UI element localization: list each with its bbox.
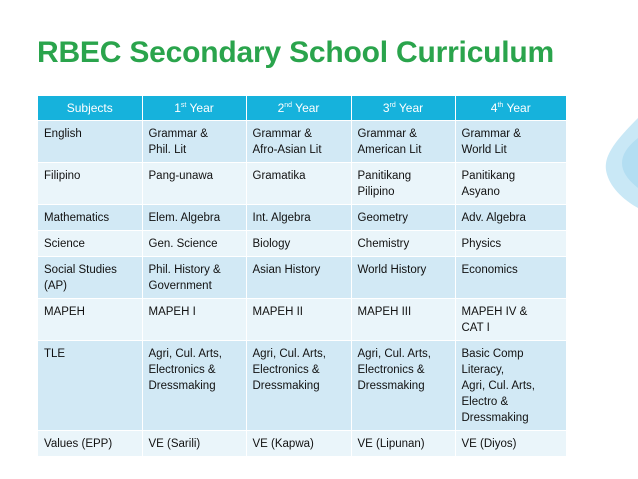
year-3-cell: Geometry (351, 205, 455, 231)
year-1-cell: Gen. Science (142, 231, 246, 257)
header-year-4 (455, 96, 566, 121)
page-title: RBEC Secondary School Curriculum (37, 36, 555, 69)
year-label: Year (186, 101, 214, 115)
year-label: Year (292, 101, 320, 115)
year-1-cell: VE (Sarili) (142, 431, 246, 457)
header-year-3 (351, 96, 455, 121)
header-row (38, 96, 566, 121)
year-2-cell: Biology (246, 231, 351, 257)
header-year-1 (142, 96, 246, 121)
year-2-cell: VE (Kapwa) (246, 431, 351, 457)
year-2-cell: Asian History (246, 257, 351, 299)
table-row (38, 231, 566, 257)
year-1-cell: Agri, Cul. Arts, Electronics & Dressmaking (142, 341, 246, 431)
year-4-cell: Adv. Algebra (455, 205, 566, 231)
year-2-cell: Int. Algebra (246, 205, 351, 231)
subject-cell: Science (38, 231, 142, 257)
year-3-cell: Panitikang Pilipino (351, 163, 455, 205)
year-2-cell: Agri, Cul. Arts, Electronics & Dressmaking (246, 341, 351, 431)
table-row (38, 257, 566, 299)
year-3-cell: MAPEH III (351, 299, 455, 341)
year-1-cell: MAPEH I (142, 299, 246, 341)
year-4-cell: VE (Diyos) (455, 431, 566, 457)
subject-cell: MAPEH (38, 299, 142, 341)
year-1-cell: Pang-unawa (142, 163, 246, 205)
year-1-cell: Grammar & Phil. Lit (142, 121, 246, 163)
table-row (38, 299, 566, 341)
year-2-cell: MAPEH II (246, 299, 351, 341)
year-ordinal: st (180, 102, 187, 109)
subject-cell: Values (EPP) (38, 431, 142, 457)
year-number: 3 (382, 101, 390, 115)
table-row (38, 163, 566, 205)
header-subjects: Subjects (38, 96, 142, 121)
year-3-cell: Chemistry (351, 231, 455, 257)
year-2-cell: Grammar & Afro-Asian Lit (246, 121, 351, 163)
table-row (38, 121, 566, 163)
table-row (38, 341, 566, 431)
year-4-cell: MAPEH IV & CAT I (455, 299, 566, 341)
subject-cell: English (38, 121, 142, 163)
year-4-cell: Basic Comp Literacy, Agri, Cul. Arts, Electro & Dressmaking (455, 341, 566, 431)
year-3-cell: World History (351, 257, 455, 299)
subject-cell: TLE (38, 341, 142, 431)
table-header (38, 96, 566, 121)
year-3-cell: Grammar & American Lit (351, 121, 455, 163)
year-3-cell: VE (Lipunan) (351, 431, 455, 457)
curriculum-table (38, 96, 566, 456)
year-number: 1 (174, 101, 181, 115)
year-ordinal: th (497, 102, 504, 109)
year-2-cell: Gramatika (246, 163, 351, 205)
year-ordinal: rd (389, 102, 396, 109)
decorative-wave-shape (598, 118, 638, 208)
year-4-cell: Physics (455, 231, 566, 257)
year-3-cell: Agri, Cul. Arts, Electronics & Dressmaking (351, 341, 455, 431)
year-label: Year (395, 101, 424, 115)
header-year-2 (246, 96, 351, 121)
year-4-cell: Panitikang Asyano (455, 163, 566, 205)
year-1-cell: Phil. History & Government (142, 257, 246, 299)
year-1-cell: Elem. Algebra (142, 205, 246, 231)
year-ordinal: nd (284, 102, 293, 109)
subject-cell: Filipino (38, 163, 142, 205)
table-row (38, 431, 566, 457)
table-body (38, 121, 566, 457)
year-number: 2 (277, 101, 285, 115)
subject-cell: Social Studies (AP) (38, 257, 142, 299)
table-row (38, 205, 566, 231)
year-4-cell: Economics (455, 257, 566, 299)
year-number: 4 (490, 101, 498, 115)
year-label: Year (503, 101, 531, 115)
subject-cell: Mathematics (38, 205, 142, 231)
year-4-cell: Grammar & World Lit (455, 121, 566, 163)
